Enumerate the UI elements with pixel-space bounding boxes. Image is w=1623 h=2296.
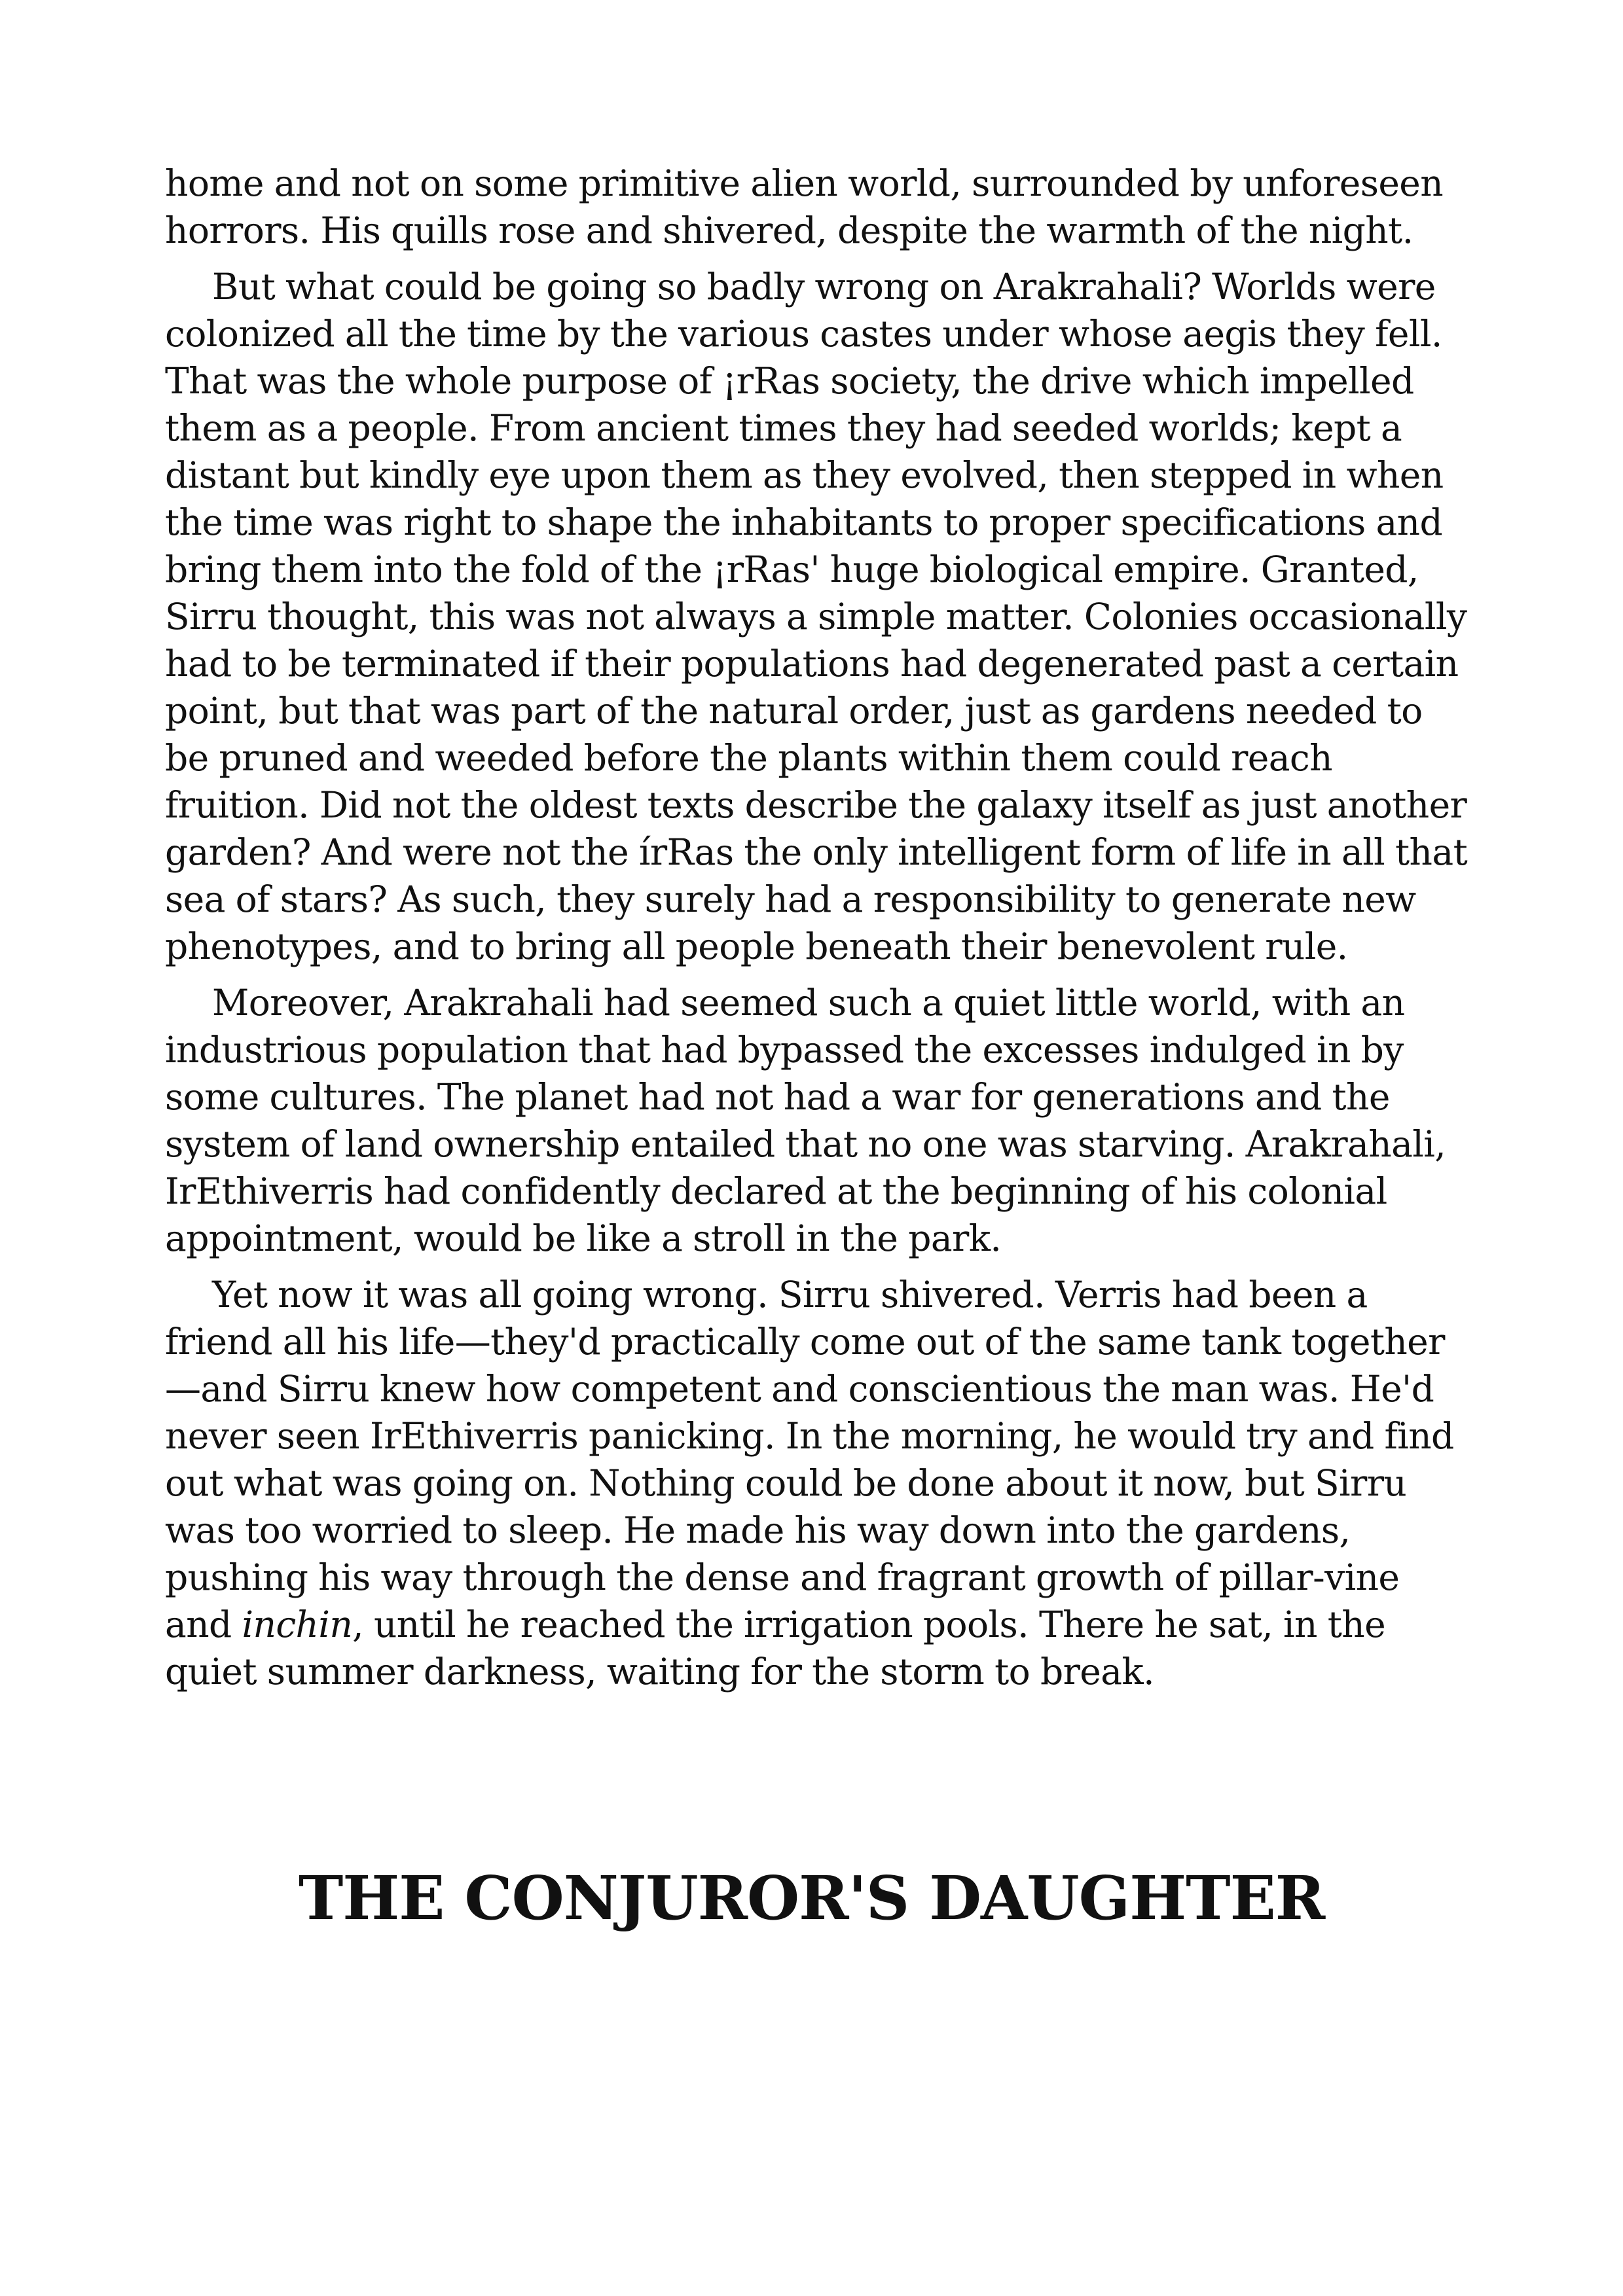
italic-word: inchin bbox=[242, 1604, 353, 1645]
paragraph-2: But what could be going so badly wrong on Arakrahali? Worlds were colonized all the time by the various castes under whose aegis they fell. That was the whole purpose of ¡rRas society, the drive which impelled them as a people. From ancient times they had seeded worlds; kept a distant but kindly eye upon them as they evolved, then stepped in when the time was right to shape the inhabitants to proper specifications and bring them into the fold of the ¡rRas' huge biological empire. Granted, Sirru thought, this was not always a simple matter. Colonies occasionally had to be terminated if their populations had degenerated past a certain point, but that was part of the natural order, just as gardens needed to be pruned and weeded before the plants within them could reach fruition. Did not the oldest texts describe the galaxy itself as just another garden? And were not the írRas the only intelligent form of life in all that sea of stars? As such, they surely had a responsibility to generate new phenotypes, and to bring all people beneath their benevolent rule. bbox=[165, 266, 1468, 967]
chapter-title: THE CONJUROR'S DAUGHTER bbox=[298, 1863, 1325, 1933]
paragraph-4 bbox=[165, 1271, 1474, 1695]
body-text bbox=[165, 160, 1474, 1695]
paragraph-3: Moreover, Arakrahali had seemed such a quiet little world, with an industrious population that had bypassed the excesses indulged in by some cultures. The planet had not had a war for generations and the system of land ownership entailed that no one was starving. Arakrahali, IrEthiverris had confidently declared at the beginning of his colonial appointment, would be like a stroll in the park. bbox=[165, 982, 1446, 1259]
paragraph-1: home and not on some primitive alien world, surrounded by unforeseen horrors. His quills rose and shivered, despite the warmth of the night. bbox=[165, 162, 1444, 251]
paragraph-4-text-after: , until he reached the irrigation pools. There he sat, in the quiet summer darkness, waiting for the storm to break. bbox=[165, 1604, 1386, 1693]
paragraph-4-text-before: Yet now it was all going wrong. Sirru shivered. Verris had been a friend all his life—they'd practically come out of the same tank together—and Sirru knew how competent and conscientious the man was. He'd never seen IrEthiverris panicking. In the morning, he would try and find out what was going on. Nothing could be done about it now, but Sirru was too worried to sleep. He made his way down into the gardens, pushing his way through the dense and fragrant growth of pillar-vine and bbox=[165, 1274, 1454, 1645]
